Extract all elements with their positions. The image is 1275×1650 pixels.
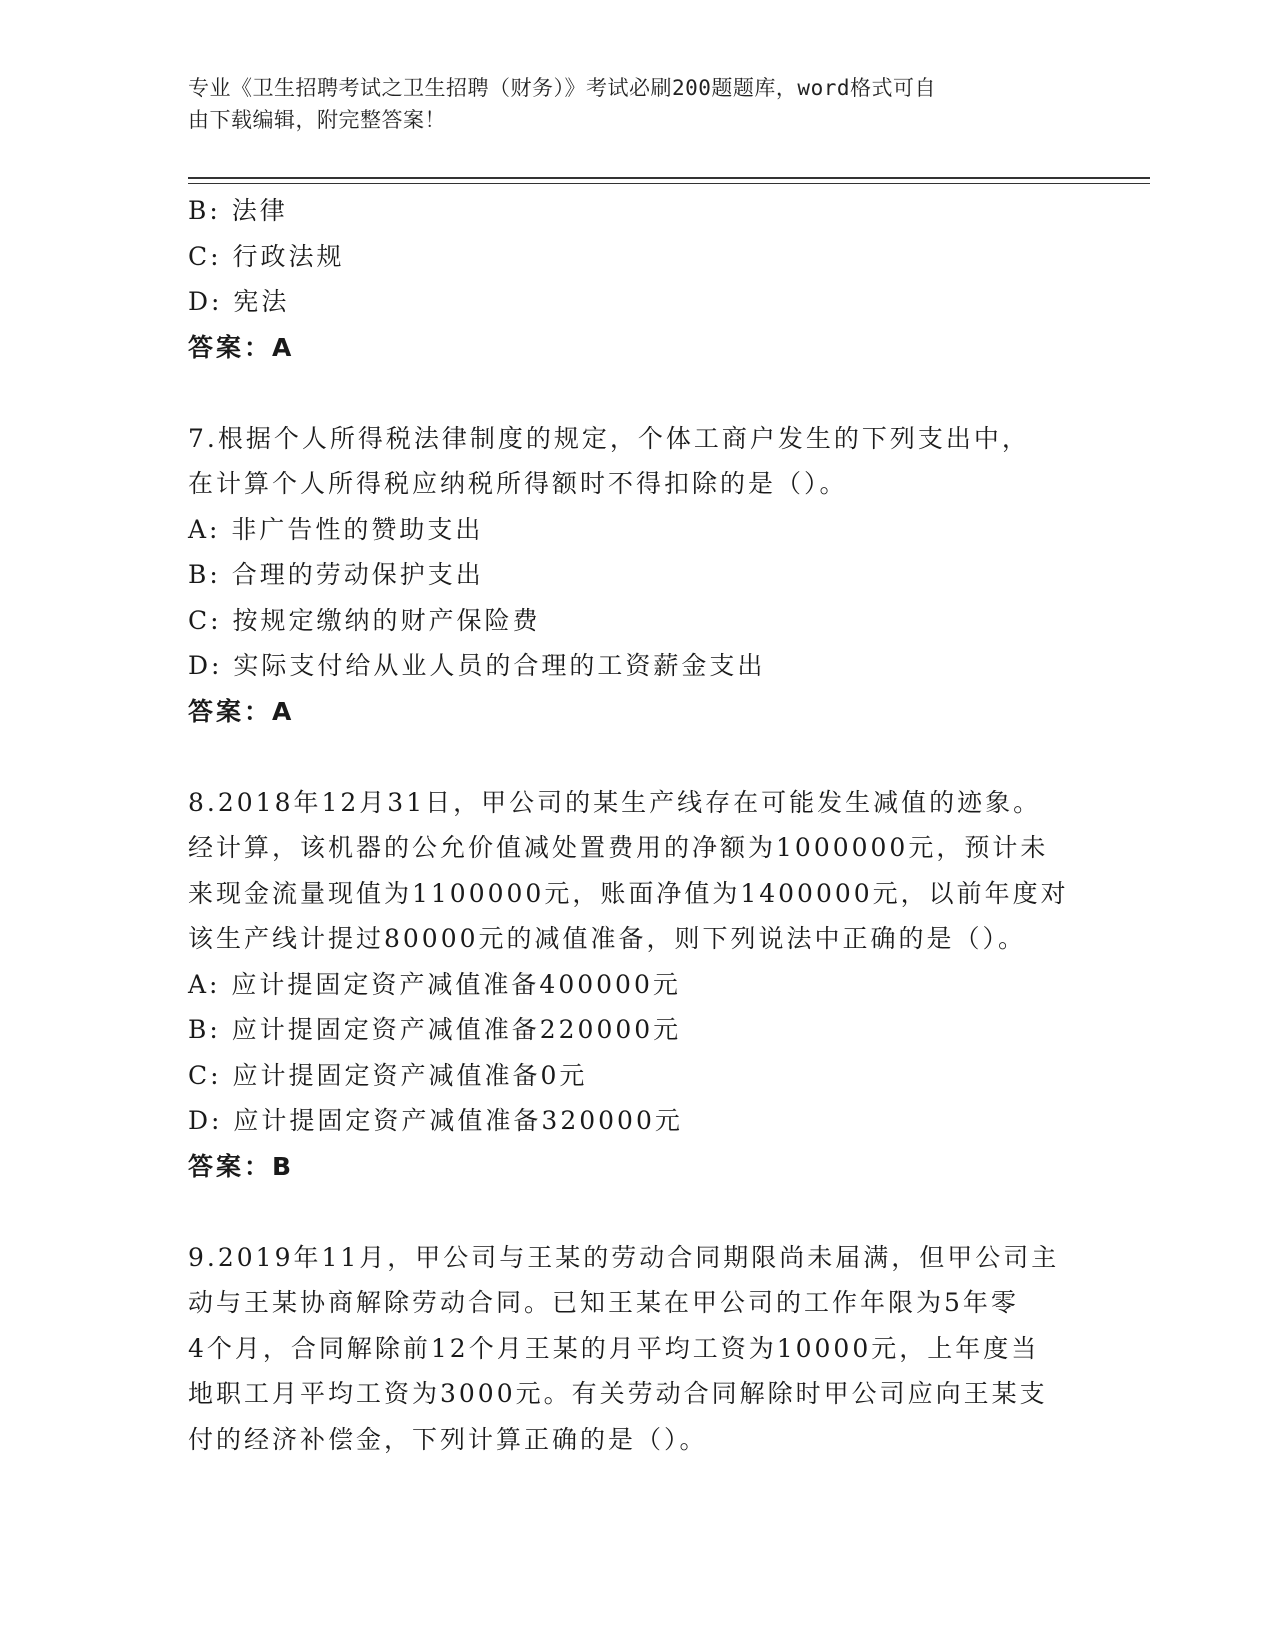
option-b: B: 应计提固定资产减值准备220000元 <box>188 1015 682 1044</box>
option-a: A: 非广告性的赞助支出 <box>188 514 484 544</box>
header-rule-thick <box>188 177 1150 179</box>
spacer <box>188 734 1088 780</box>
option-b: B: 法律 <box>188 196 288 225</box>
spacer <box>188 1189 1088 1235</box>
header-line-1: 专业《卫生招聘考试之卫生招聘（财务）》考试必刷200题题库，word格式可自 <box>188 76 936 100</box>
question-stem-line: 该生产线计提过80000元的减值准备，则下列说法中正确的是（）。 <box>188 924 1027 953</box>
header-rule-thin <box>188 183 1150 184</box>
option-c: C: 应计提固定资产减值准备0元 <box>188 1060 588 1090</box>
option-c: C: 按规定缴纳的财产保险费 <box>188 605 541 635</box>
option-d: D: 应计提固定资产减值准备320000元 <box>188 1106 683 1135</box>
header-line-2: 由下载编辑，附完整答案！ <box>188 108 446 132</box>
option-d: D: 实际支付给从业人员的合理的工资薪金支出 <box>188 651 766 680</box>
question-stem-line: 在计算个人所得税应纳税所得额时不得扣除的是（）。 <box>188 469 848 498</box>
page-header <box>188 72 1068 136</box>
question-9 <box>188 1235 1088 1463</box>
question-stem-line: 经计算，该机器的公允价值减处置费用的净额为1000000元，预计未 <box>188 833 1049 862</box>
question-stem-line: 8.2018年12月31日，甲公司的某生产线存在可能发生减值的迹象。 <box>188 787 1042 817</box>
question-stem-line: 7.根据个人所得税法律制度的规定，个体工商户发生的下列支出中， <box>188 423 1030 453</box>
prev-question <box>188 188 1088 370</box>
question-8 <box>188 780 1088 1190</box>
question-7 <box>188 416 1088 735</box>
answer-line: 答案：A <box>188 696 295 726</box>
spacer <box>188 370 1088 416</box>
answer-line: 答案：B <box>188 1151 295 1181</box>
option-a: A: 应计提固定资产减值准备400000元 <box>188 969 681 999</box>
question-stem-line: 来现金流量现值为1100000元，账面净值为1400000元，以前年度对 <box>188 878 1069 908</box>
option-c: C: 行政法规 <box>188 241 345 271</box>
question-stem-line: 地职工月平均工资为3000元。有关劳动合同解除时甲公司应向王某支 <box>188 1379 1048 1408</box>
question-stem-line: 动与王某协商解除劳动合同。已知王某在甲公司的工作年限为5年零 <box>188 1288 1019 1317</box>
question-stem-line: 4个月，合同解除前12个月王某的月平均工资为10000元，上年度当 <box>188 1333 1040 1363</box>
option-d: D: 宪法 <box>188 287 290 316</box>
question-content <box>188 188 1088 1462</box>
question-stem-line: 9.2019年11月，甲公司与王某的劳动合同期限尚未届满，但甲公司主 <box>188 1242 1060 1272</box>
answer-line: 答案：A <box>188 332 295 362</box>
option-b: B: 合理的劳动保护支出 <box>188 560 484 589</box>
question-stem-line: 付的经济补偿金，下列计算正确的是（）。 <box>188 1424 708 1454</box>
